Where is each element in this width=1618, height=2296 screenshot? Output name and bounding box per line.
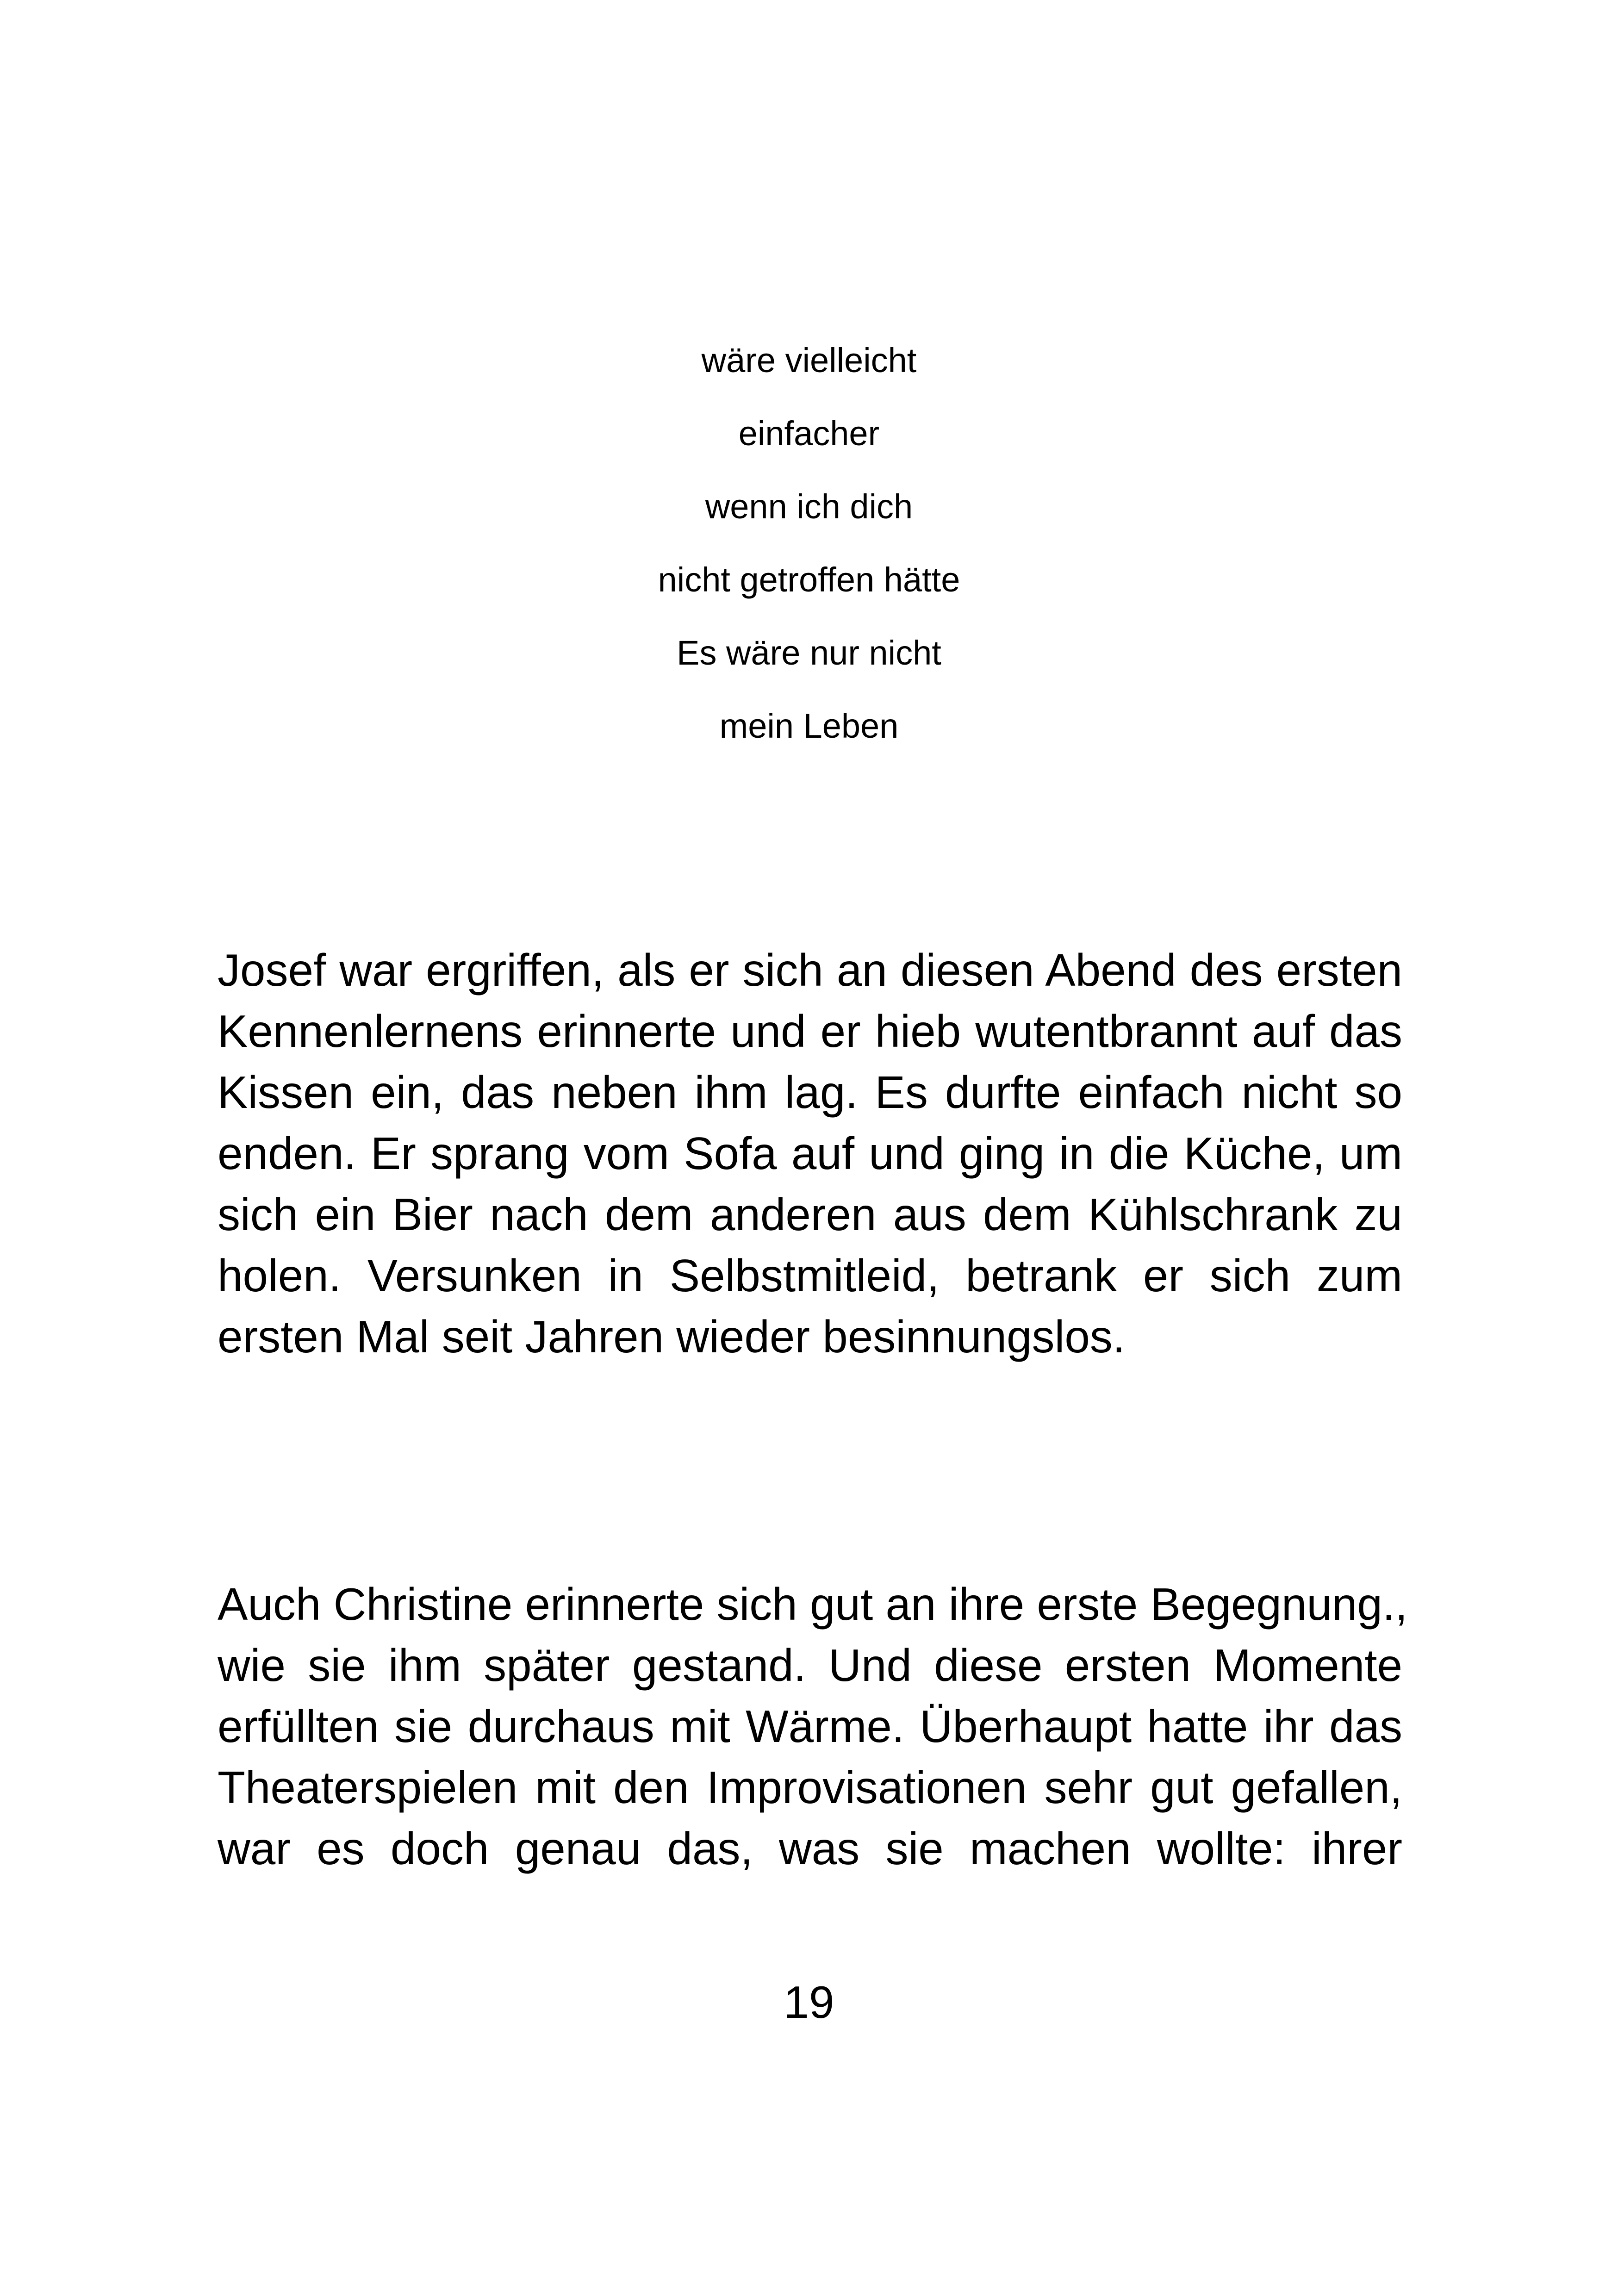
paragraph-line: Josef war ergriffen, als er sich an diesen Abend des ersten bbox=[218, 945, 1402, 996]
poem-line: mein Leben bbox=[719, 707, 899, 745]
paragraph-josef bbox=[218, 940, 1402, 1367]
paragraph-line: Kissen ein, das neben ihm lag. Es durfte einfach nicht so bbox=[218, 1067, 1402, 1118]
paragraph-line: Theaterspielen mit den Improvisationen sehr gut gefallen, bbox=[218, 1762, 1402, 1813]
paragraph-christine bbox=[218, 1574, 1408, 1879]
paragraph-line: erfüllten sie durchaus mit Wärme. Überhaupt hatte ihr das bbox=[218, 1701, 1402, 1752]
paragraph-line: wie sie ihm später gestand. Und diese ersten Momente bbox=[218, 1640, 1402, 1691]
paragraph-line: ersten Mal seit Jahren wieder besinnungslos. bbox=[218, 1311, 1126, 1362]
page-number: 19 bbox=[784, 1977, 834, 2028]
paragraph-line: holen. Versunken in Selbstmitleid, betrank er sich zum bbox=[218, 1250, 1402, 1301]
poem-line: nicht getroffen hätte bbox=[658, 560, 960, 599]
poem-line: einfacher bbox=[738, 414, 880, 453]
paragraph-line: war es doch genau das, was sie machen wollte: ihrer bbox=[218, 1823, 1402, 1874]
paragraph-line: Kennenlernens erinnerte und er hieb wutentbrannt auf das bbox=[218, 1006, 1402, 1057]
poem-line: wenn ich dich bbox=[705, 487, 913, 526]
poem-line: wäre vielleicht bbox=[701, 341, 917, 380]
poem-line: Es wäre nur nicht bbox=[677, 634, 941, 672]
paragraph-line: enden. Er sprang vom Sofa auf und ging in die Küche, um bbox=[218, 1128, 1402, 1179]
paragraph-line: sich ein Bier nach dem anderen aus dem Kühlschrank zu bbox=[218, 1189, 1402, 1240]
paragraph-line: Auch Christine erinnerte sich gut an ihre erste Begegnung., bbox=[218, 1579, 1408, 1630]
poem-block bbox=[0, 324, 1618, 763]
